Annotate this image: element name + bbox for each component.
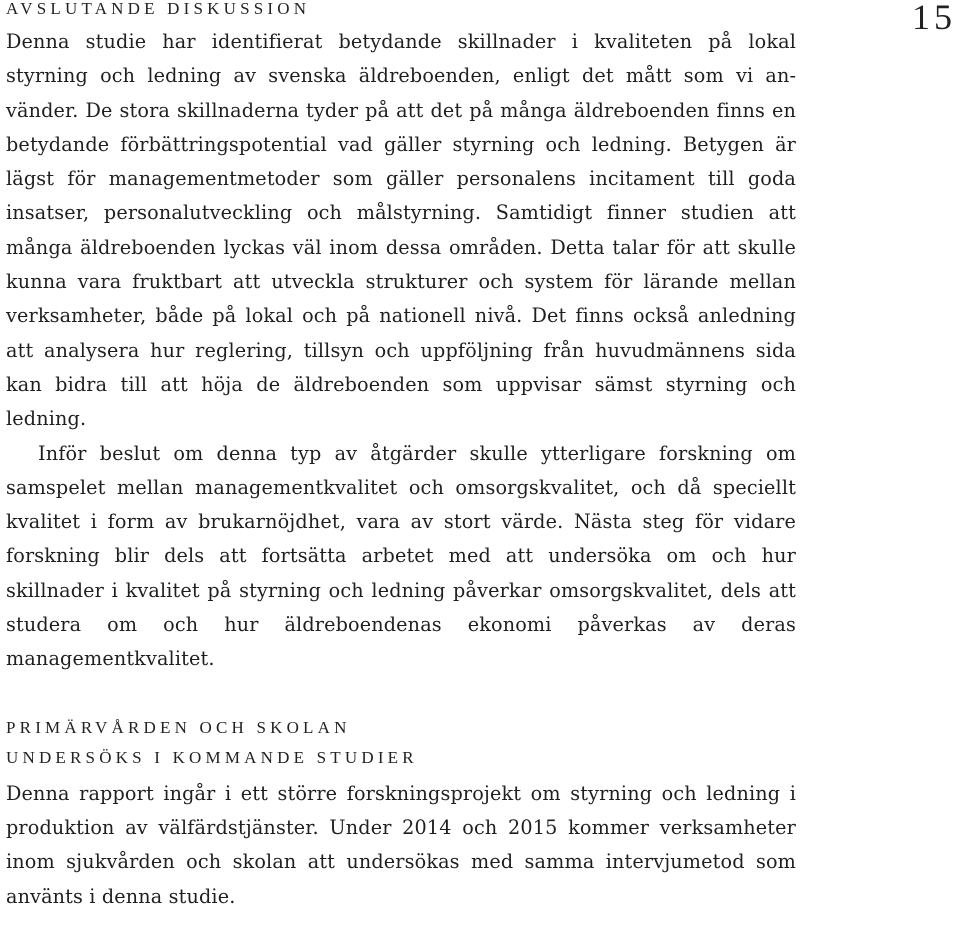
section-heading-line: UNDERSÖKS I KOMMANDE STUDIER bbox=[6, 747, 418, 767]
paragraph: Denna rapport ingår i ett större forskningsprojekt om styrning och ledning i produktion av välfärdstjänster. Under 2014 och 2015 kommer verksamheter inom sjukvården och skolan att undersökas med samma intervjumetod som använts i denna studie. bbox=[6, 781, 796, 908]
page-number: 15 bbox=[912, 0, 956, 37]
document-page bbox=[6, 0, 796, 914]
section-heading bbox=[6, 713, 796, 773]
section-heading-line: PRIMÄRVÅRDEN OCH SKOLAN bbox=[6, 717, 351, 737]
section-avslutande-diskussion bbox=[6, 0, 796, 677]
section-heading: AVSLUTANDE DISKUSSION bbox=[6, 0, 311, 18]
paragraph: Inför beslut om denna typ av åtgärder skulle ytterligare forskning om samspelet mellan managementkvalitet och omsorgskvalitet, och då speciellt kvalitet i form av brukarnöjdhet, vara av stort värde. Nästa steg för vidare forskning blir dels att fortsätta arbetet med att undersöka om och hur skillnader i kvalitet på styrning och ledning påverkar omsorgskvalitet, dels att studera om och hur äldreboendenas ekonomi påverkas av deras managementkvalitet. bbox=[6, 441, 796, 671]
paragraph: Denna studie har identifierat betydande skillnader i kvaliteten på lokal styrning och ledning av svenska äldreboenden, enligt det mått som vi använder. De stora skillnaderna tyder på att det på många äldreboenden finns en betydande förbättringspotential vad gäller styrning och ledning. Betygen är lägst för managementmetoder som gäller personalens incitament till goda insatser, personalutveckling och målstyrning. Samtidigt finner studien att många äldreboenden lyckas väl inom dessa områden. Detta talar för att skulle kunna vara fruktbart att utveckla strukturer och system för lärande mellan verksamheter, både på lokal och på nationell nivå. Det finns också anledning att analysera hur reglering, tillsyn och uppföljning från huvudmännens sida kan bidra till att höja de äldreboenden som uppvisar sämst styrning och ledning. bbox=[6, 30, 796, 431]
section-primarvarden-och-skolan bbox=[6, 713, 796, 914]
